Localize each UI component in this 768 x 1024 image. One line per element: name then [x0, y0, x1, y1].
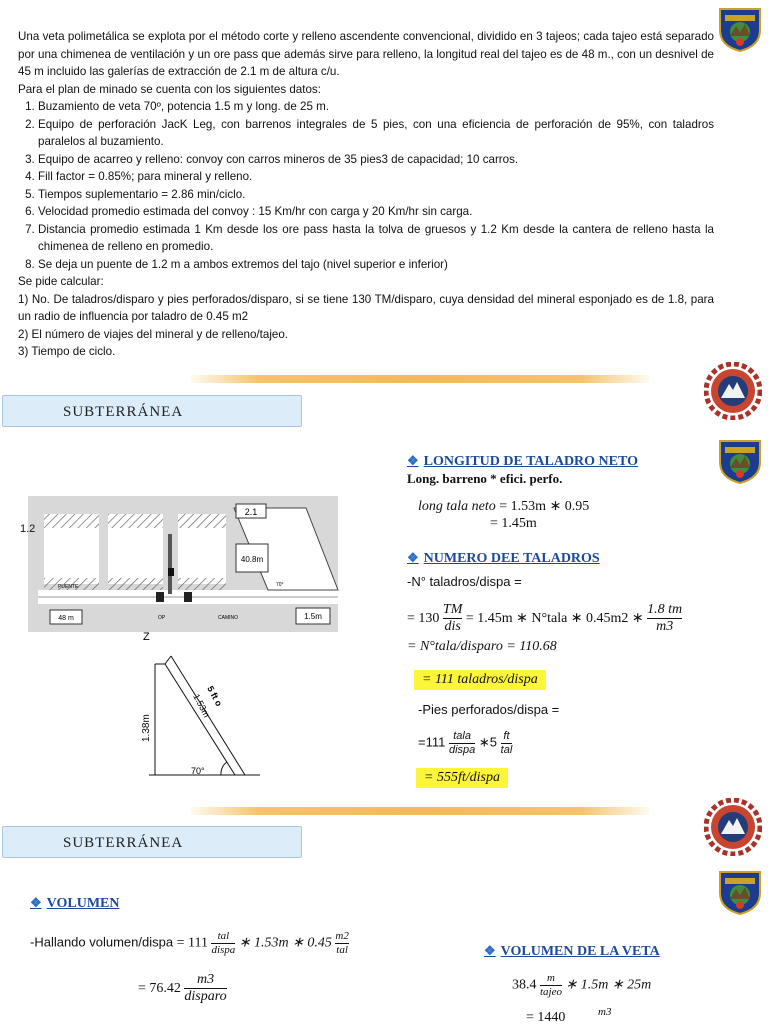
label-1-2: 1.2: [20, 523, 36, 535]
pies-equation: [418, 730, 512, 756]
label-5ft: 5 ft o: [205, 684, 225, 708]
label-70b: 70°: [191, 766, 205, 776]
fraction-tala-dispa: $\frac{\text{tala}}{\text{dispa}}$: [448, 730, 476, 756]
section-tab: SUBTERRÁNEA: [2, 826, 302, 858]
veta-res-a: = 1440: [526, 1010, 566, 1024]
longitud-eq2: = 1.45m: [490, 516, 537, 531]
fraction-m-tajeo: $\frac{m}{\text{tajeo}}$: [540, 972, 562, 998]
data-item: 4. Fill factor = 0.85%; para mineral y relleno.: [38, 168, 714, 186]
veta-heading-text: VOLUMEN DE LA VETA: [500, 944, 660, 959]
eq-b: = 1.45m ∗ N°tala ∗ 0.45m2 ∗: [465, 610, 644, 626]
label-1-53m: 1.53m: [191, 692, 212, 720]
data-item: 3. Equipo de acarreo y relleno: convoy con carros mineros de 35 pies3 de capacidad; 10 carros.: [38, 151, 714, 169]
label-1-38m: 1.38m: [141, 714, 152, 742]
veta-result: [526, 1010, 565, 1024]
volumen-result: [138, 972, 227, 1005]
section-divider: [190, 375, 650, 383]
data-item: 2. Equipo de perforación JacK Leg, con barrenos integrales de 5 pies, con una eficiencia de perforación de 95%, con taladros paralelos al buzamiento.: [38, 116, 714, 151]
data-item: 5. Tiempos suplementario = 2.86 min/ciclo.: [38, 186, 714, 204]
diamond-bullet-icon: ❖: [407, 550, 419, 565]
data-list: [18, 98, 714, 273]
label-1-5m: 1.5m: [304, 612, 322, 621]
highlight-pies-result: = 555ft/dispa: [416, 768, 508, 788]
diamond-bullet-icon: ❖: [30, 895, 42, 910]
vol-eq-a: = 111: [176, 935, 208, 951]
veta-eq-b: ∗ 1.5m ∗ 25m: [565, 977, 652, 993]
fraction-m3-disparo: $\frac{m3}{\text{disparo}}$: [184, 972, 227, 1005]
eq-d2: ∗5: [478, 734, 498, 750]
volumen-prefix: -Hallando volumen/dispa: [30, 934, 174, 950]
fraction-tal-dispa: $\frac{\text{tal}}{\text{dispa}}$: [211, 930, 236, 956]
veta-eq-a: 38.4: [512, 977, 537, 993]
stope-cross-section-diagram: [18, 494, 340, 634]
label-puente: PUENTE: [58, 584, 79, 590]
mining-gear-logo: [704, 362, 762, 420]
label-48m: 48 m: [58, 615, 74, 622]
data-item: 8. Se deja un puente de 1.2 m a ambos extremos del tajo (nivel superior e inferior): [38, 256, 714, 274]
label-2-1: 2.1: [244, 507, 258, 517]
label-camino: CAMINO: [218, 615, 238, 621]
numero-line1: -N° taladros/dispa =: [407, 574, 522, 589]
ask-title: Se pide calcular:: [18, 275, 104, 288]
mining-gear-logo: [704, 798, 762, 856]
longitud-subtitle: Long. barreno * efici. perfo.: [407, 471, 563, 486]
section-divider: [190, 807, 650, 815]
highlight-taladros-result: = 111 taladros/dispa: [414, 670, 546, 690]
longitud-eq1: [418, 498, 589, 515]
data-item: 6. Velocidad promedio estimada del convoy : 15 Km/hr con carga y 20 Km/hr sin carga.: [38, 203, 714, 221]
numero-eq-c: = N°tala/disparo = 110.68: [407, 639, 557, 654]
university-seal-logo: [716, 868, 764, 916]
data-item: 7. Distancia promedio estimada 1 Km desde los ore pass hasta la tolva de gruesos y 1.2 Km desde la cantera de relleno hasta la chimenea de relleno en promedio.: [38, 221, 714, 256]
university-seal-logo: [716, 6, 764, 52]
drill-angle-sketch: [135, 630, 270, 780]
numero-heading-text: NUMERO DEE TALADROS: [423, 551, 600, 566]
diamond-bullet-icon: ❖: [407, 453, 419, 468]
numero-line2: -Pies perforados/dispa =: [418, 702, 560, 717]
label-op: OP: [158, 615, 166, 621]
longitud-heading: [407, 453, 638, 470]
label-z: Z: [143, 631, 150, 643]
fraction-tm-dis: $\frac{TM}{\text{dis}}$: [442, 602, 463, 635]
longitud-heading-text: LONGITUD DE TALADRO NETO: [423, 454, 638, 469]
label-70: 70°: [276, 582, 284, 588]
diamond-bullet-icon: ❖: [484, 943, 496, 958]
veta-equation: [512, 972, 651, 998]
section-tab: SUBTERRÁNEA: [2, 395, 302, 427]
ask-item: 3) Tiempo de ciclo.: [18, 345, 116, 358]
fraction-density: $\frac{1.8 tm}{m3}$: [647, 602, 683, 635]
eq1-rhs: = 1.53m ∗ 0.95: [499, 499, 590, 514]
ask-item: 2) El número de viajes del mineral y de relleno/tajeo.: [18, 327, 289, 341]
problem-statement: [18, 28, 714, 361]
veta-m3: m3: [598, 1006, 612, 1018]
volumen-equation: [30, 930, 349, 956]
fraction-ft-tal: $\frac{ft}{\text{tal}}$: [500, 730, 513, 756]
vol-res-a: = 76.42: [138, 980, 181, 996]
veta-heading: [484, 943, 660, 960]
vol-eq-b: ∗ 1.53m ∗ 0.45: [238, 935, 332, 951]
problem-intro: Una veta polimetálica se explota por el método corte y relleno ascendente convencional, dividido en 3 tajeos; cada tajeo está separado por una chimenea de ventilación y un ore pass que además sirve para relleno, la longitud real del tajeo es de 48 m., con un desnivel de 45 m incluido las galerías de extracción de 2.1 m de altura c/u.: [18, 30, 714, 78]
volumen-heading-text: VOLUMEN: [46, 896, 120, 911]
numero-heading: [407, 550, 600, 567]
university-seal-logo: [716, 438, 764, 484]
eq-a: = 130: [407, 610, 440, 626]
numero-equation: [407, 602, 682, 635]
ask-item: 1) No. De taladros/disparo y pies perforados/disparo, si se tiene 130 TM/disparo, cuya densidad del mineral esponjado es de 1.8, para un radio de influencia por taladro de 0.45 m2: [18, 292, 714, 323]
fraction-m2-tal: $\frac{m2}{\text{tal}}$: [335, 930, 349, 956]
data-item: 1. Buzamiento de veta 70º, potencia 1.5 m y long. de 25 m.: [38, 98, 714, 116]
plan-title: Para el plan de minado se cuenta con los siguientes datos:: [18, 82, 321, 96]
label-40-8: 40.8m: [240, 555, 264, 564]
volumen-heading: [30, 895, 120, 912]
eq1-lhs: long tala neto: [418, 499, 496, 514]
eq-d1: =111: [418, 734, 446, 750]
